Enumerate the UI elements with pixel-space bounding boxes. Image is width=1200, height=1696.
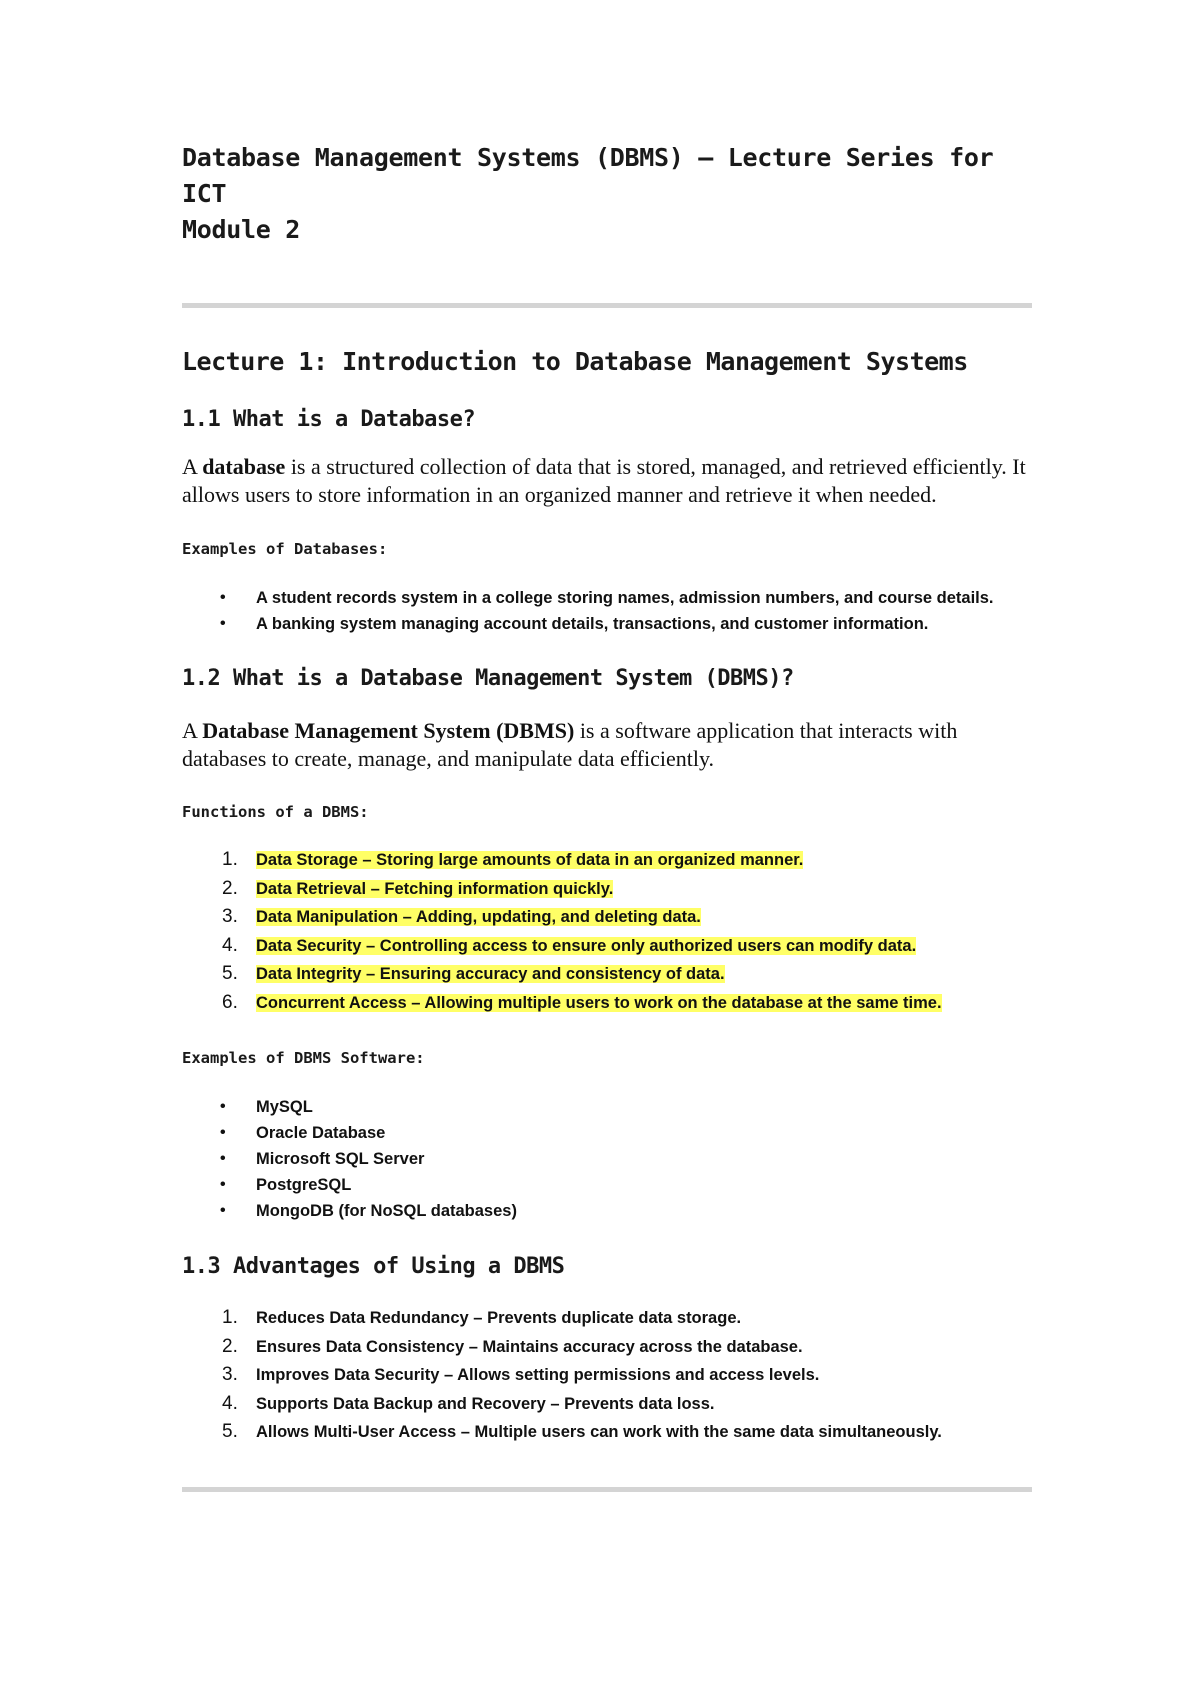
number-marker: 4. bbox=[222, 1392, 238, 1414]
list-item bbox=[182, 932, 1032, 961]
number-marker: 4. bbox=[222, 934, 238, 956]
dbms-advantages-list bbox=[182, 1304, 1032, 1447]
examples-of-databases-heading: Examples of Databases: bbox=[182, 540, 388, 558]
definition-term: Database Management System (DBMS) bbox=[202, 718, 575, 743]
list-item: • MongoDB (for NoSQL databases) bbox=[182, 1198, 1032, 1224]
section-heading-1-2: 1.2 What is a Database Management System (DBMS)? bbox=[182, 666, 794, 691]
list-item: 2. Ensures Data Consistency – Maintains accuracy across the database. bbox=[182, 1333, 1032, 1362]
number-marker: 2. bbox=[222, 1335, 238, 1357]
bullet-marker: • bbox=[220, 1202, 226, 1219]
number-marker: 5. bbox=[222, 963, 238, 984]
bullet-marker: • bbox=[220, 615, 226, 632]
bullet-marker: • bbox=[220, 1150, 226, 1167]
list-item: • PostgreSQL bbox=[182, 1172, 1032, 1198]
highlighted-text: Data Manipulation – Adding, updating, and deleting data. bbox=[256, 908, 701, 926]
highlighted-text: Data Integrity – Ensuring accuracy and consistency of data. bbox=[256, 965, 725, 983]
database-definition-paragraph bbox=[182, 453, 1032, 509]
highlighted-text: Concurrent Access – Allowing multiple users to work on the database at the same time. bbox=[256, 993, 942, 1012]
database-examples-list bbox=[182, 585, 1032, 637]
number-marker: 5. bbox=[222, 1421, 238, 1442]
list-item bbox=[182, 903, 1032, 932]
highlighted-text: Data Retrieval – Fetching information quickly. bbox=[256, 879, 614, 898]
dbms-software-list bbox=[182, 1094, 1032, 1224]
number-marker: 1. bbox=[222, 849, 238, 870]
definition-text: is a software application that interacts with databases to create, manage, and manipulate data efficiently. bbox=[182, 718, 958, 771]
list-item bbox=[182, 846, 1032, 875]
examples-of-dbms-software-heading: Examples of DBMS Software: bbox=[182, 1049, 425, 1067]
bullet-marker: • bbox=[220, 1098, 226, 1115]
bullet-marker: • bbox=[220, 589, 226, 606]
list-item: 4. Supports Data Backup and Recovery – Prevents data loss. bbox=[182, 1390, 1032, 1419]
list-item: • A student records system in a college storing names, admission numbers, and course details. bbox=[182, 585, 1032, 611]
number-marker: 6. bbox=[222, 991, 238, 1013]
list-item: • A banking system managing account details, transactions, and customer information. bbox=[182, 611, 1032, 637]
list-item: 3. Improves Data Security – Allows setting permissions and access levels. bbox=[182, 1361, 1032, 1390]
document-title-line-2: Module 2 bbox=[182, 215, 301, 244]
dbms-definition-paragraph bbox=[182, 717, 1032, 773]
bullet-marker: • bbox=[220, 1176, 226, 1193]
section-heading-1-1: 1.1 What is a Database? bbox=[182, 407, 476, 432]
list-item: • Microsoft SQL Server bbox=[182, 1146, 1032, 1172]
list-item: 5. Allows Multi-User Access – Multiple users can work with the same data simultaneously. bbox=[182, 1418, 1032, 1447]
divider-top bbox=[182, 303, 1032, 308]
dbms-functions-list bbox=[182, 846, 1032, 1017]
list-item bbox=[182, 989, 1032, 1018]
document-page bbox=[182, 140, 1032, 1492]
document-title-line-1: Database Management Systems (DBMS) – Lecture Series for ICT bbox=[182, 143, 994, 208]
document-title bbox=[182, 140, 1032, 248]
section-heading-1-3: 1.3 Advantages of Using a DBMS bbox=[182, 1254, 565, 1279]
highlighted-text: Data Storage – Storing large amounts of data in an organized manner. bbox=[256, 851, 804, 869]
functions-of-dbms-heading: Functions of a DBMS: bbox=[182, 803, 369, 821]
list-item bbox=[182, 875, 1032, 904]
list-item: • MySQL bbox=[182, 1094, 1032, 1120]
highlighted-text: Data Security – Controlling access to ensure only authorized users can modify data. bbox=[256, 936, 917, 955]
list-item: 1. Reduces Data Redundancy – Prevents duplicate data storage. bbox=[182, 1304, 1032, 1333]
number-marker: 1. bbox=[222, 1307, 238, 1328]
number-marker: 3. bbox=[222, 906, 238, 927]
number-marker: 2. bbox=[222, 877, 238, 899]
number-marker: 3. bbox=[222, 1364, 238, 1385]
bullet-marker: • bbox=[220, 1124, 226, 1141]
definition-lead: A bbox=[182, 718, 203, 743]
divider-bottom bbox=[182, 1487, 1032, 1492]
list-item bbox=[182, 960, 1032, 989]
list-item: • Oracle Database bbox=[182, 1120, 1032, 1146]
lecture-title: Lecture 1: Introduction to Database Management Systems bbox=[182, 347, 968, 376]
definition-lead: A bbox=[182, 454, 203, 479]
definition-text: is a structured collection of data that is stored, managed, and retrieved efficiently. It allows users to store information in an organized manner and retrieve it when needed. bbox=[182, 454, 1026, 507]
definition-term: database bbox=[202, 454, 286, 479]
